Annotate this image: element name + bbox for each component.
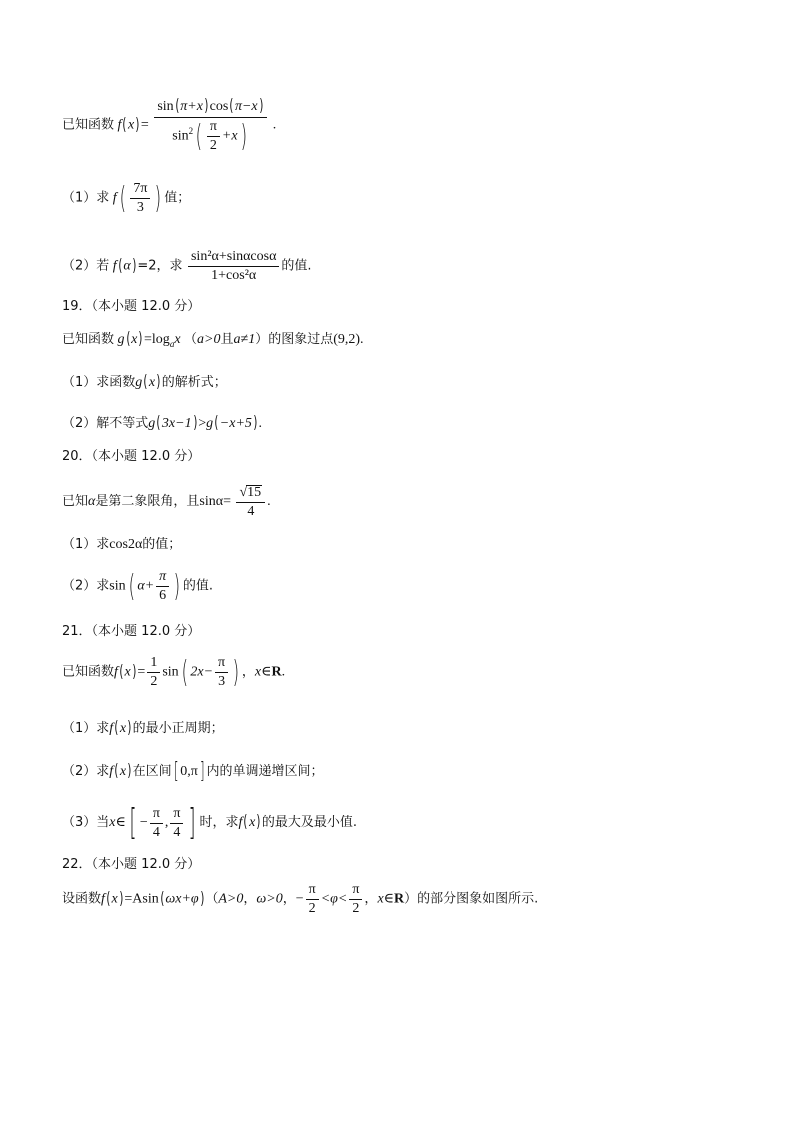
domain: x∈: [377, 891, 395, 907]
domain: x∈: [254, 664, 272, 680]
variable: x: [111, 891, 118, 907]
and-text: 且: [220, 332, 234, 347]
pi: π: [215, 656, 228, 673]
variable: x: [128, 117, 135, 133]
variable: α: [123, 258, 131, 274]
question-prefix: （3）当: [62, 815, 110, 831]
question-21-3: （3）当x∈[ − $\frac{\pi}{4}$ , $\frac{\pi}{4}$ ] 时，求f(x)的最大及最小值.: [62, 802, 358, 843]
function-name: f: [114, 664, 118, 680]
sin-text: sin: [162, 664, 179, 680]
condition: ω>0: [256, 891, 283, 907]
sin-text: sin: [172, 128, 189, 144]
problem-21-intro: 已知函数f(x)= $\frac{1}{2}$ sin( 2x− $\frac{\pi}{3}$ ) ，x∈R.: [62, 654, 286, 690]
numerator: sin²α+sinαcosα: [188, 250, 279, 267]
paren: （: [205, 891, 219, 907]
variable: x: [119, 764, 127, 780]
variable: x: [124, 664, 131, 680]
log-base: a: [169, 338, 175, 349]
argument: α+: [137, 578, 155, 594]
intro-text: 已知函数: [62, 117, 115, 133]
function-name: f: [238, 815, 243, 831]
point: (9,2): [333, 332, 361, 347]
condition: A>0: [218, 891, 244, 907]
log-text: =log: [144, 332, 170, 347]
question-prefix: （2）解不等式: [62, 416, 149, 431]
question-suffix: 的最小正周期；: [132, 721, 224, 736]
question-21-1: （1）求f(x)的最小正周期；: [62, 718, 224, 738]
question-suffix: 的值.: [182, 578, 214, 594]
sin-alpha: sinα: [199, 494, 224, 510]
denominator: 4: [152, 824, 160, 840]
reals: R: [394, 891, 405, 907]
equals: =: [223, 494, 231, 510]
variable: x: [174, 332, 181, 347]
question-18-2: （2）若 f(α)=2，求 $\frac{\text{sin²α+sinαcosα}}{\text{1+cos²α}}$ 的值.: [62, 249, 312, 283]
function-name: g: [135, 375, 143, 390]
question-suffix: 的最大及最小值.: [261, 815, 358, 831]
paren: （: [184, 332, 198, 347]
question-suffix: 值；: [164, 190, 191, 206]
equals: =Asin: [124, 891, 159, 907]
problem-20-heading: 20．（本小题 12.0 分）: [62, 449, 201, 464]
variable: x: [131, 332, 138, 347]
sin-text: sin: [157, 99, 174, 114]
exponent: 2: [188, 126, 194, 137]
numerator: 7π: [130, 182, 150, 199]
condition: <φ<: [320, 891, 348, 907]
argument: −x+5: [219, 416, 252, 431]
question-suffix: 的值.: [281, 258, 312, 274]
function-name: g: [117, 332, 125, 347]
denominator: 3: [136, 200, 144, 215]
comma: ,: [164, 815, 169, 831]
variable: x: [148, 375, 156, 390]
problem-21-heading: 21．（本小题 12.0 分）: [62, 624, 201, 639]
function-name: f: [112, 258, 117, 274]
problem-19-intro: 已知函数 $g(x)=\log_ax$ （a>0且a≠1）的图象过点(9,2).: [62, 329, 364, 349]
sqrt-icon: √: [239, 485, 248, 500]
condition: a≠1: [233, 332, 256, 347]
function-name: g: [148, 416, 156, 431]
question-prefix: （1）求函数: [62, 375, 136, 390]
domain: x∈: [109, 815, 126, 831]
pi: π: [349, 883, 362, 900]
numerator-arg: π+x: [180, 99, 203, 114]
period: .: [360, 332, 364, 347]
pi: π: [150, 807, 163, 824]
argument: ωx+φ: [165, 891, 199, 907]
question-prefix: （2）求: [62, 764, 110, 780]
function-name: f: [117, 117, 122, 133]
fraction: [236, 485, 265, 519]
denominator: 4: [247, 504, 255, 519]
variable: x: [119, 721, 127, 736]
intro-text: ）的部分图象如图所示.: [404, 891, 539, 907]
problem-19-heading: 19．（本小题 12.0 分）: [62, 299, 201, 314]
argument: 2x−: [190, 664, 214, 680]
alpha: α: [88, 494, 96, 510]
variable: x: [249, 815, 256, 831]
denominator: 2: [308, 901, 316, 916]
question-prefix: （1）求: [62, 721, 110, 736]
condition: =2，求: [137, 258, 183, 274]
expression: cos2α: [109, 537, 143, 552]
intro-text: 是第二象限角，且: [95, 494, 200, 510]
period: .: [281, 664, 286, 680]
reals: R: [271, 664, 282, 680]
equals: =: [137, 664, 146, 680]
period: .: [272, 117, 277, 133]
pi: π: [306, 883, 319, 900]
problem-22-intro: 设函数f(x)=Asin(ωx+φ)（A>0，ω>0，− $\frac{\pi}{2}$ <φ< $\frac{\pi}{2}$ ，x∈R）的部分图象如图所示.: [62, 882, 539, 916]
question-19-1: （1）求函数g(x)的解析式；: [62, 372, 227, 392]
intro-text: 在区间: [132, 764, 172, 780]
interval: 0,π: [180, 764, 198, 780]
period: .: [267, 494, 271, 510]
equals: =: [140, 117, 149, 133]
function-name: f: [112, 190, 117, 206]
pi: π: [207, 120, 220, 137]
cos-text: cos: [209, 99, 229, 114]
question-21-2: （2）求f(x)在区间[ 0,π] 内的单调递增区间；: [62, 759, 324, 784]
denominator: 2: [352, 901, 360, 916]
fraction: [188, 250, 279, 283]
argument: 3x−1: [161, 416, 192, 431]
denominator: 6: [159, 588, 167, 603]
condition: a>0: [197, 332, 221, 347]
comma: ，: [364, 891, 378, 907]
problem-18-intro: 已知函数 f(x)= sin(π+x)cos(π−x) $\sin^2$( $\frac{\pi}{2}$ +x) .: [62, 96, 277, 154]
intro-text: 设函数: [62, 891, 102, 907]
intro-text: ）的图象过点: [255, 332, 334, 347]
function-name: f: [101, 891, 105, 907]
comma: ，: [241, 664, 255, 680]
denominator: 1+cos²α: [211, 268, 257, 283]
function-name: f: [109, 764, 114, 780]
question-20-2: （2）求sin( α+ $\frac{\pi}{6}$ ) 的值.: [62, 568, 214, 604]
intro-text: 已知函数: [62, 664, 115, 680]
function-name: f: [109, 721, 114, 736]
denominator: 3: [218, 674, 226, 689]
pi: π: [170, 807, 183, 824]
numerator-arg: π−x: [234, 99, 258, 114]
denominator: 4: [173, 824, 181, 840]
radicand: 15: [247, 485, 262, 500]
intro-text: 已知: [62, 494, 89, 510]
numerator: 1: [147, 656, 160, 673]
intro-text: 时，求: [199, 815, 239, 831]
question-prefix: （1）求: [62, 537, 110, 552]
problem-20-intro: [62, 485, 271, 519]
question-suffix: 的值；: [142, 537, 182, 552]
minus: −: [139, 815, 148, 831]
question-prefix: （2）若: [62, 258, 110, 274]
question-suffix: 的解析式；: [161, 375, 227, 390]
question-prefix: （1）求: [62, 190, 110, 206]
question-19-2: （2）解不等式g(3x−1)>g(−x+5).: [62, 413, 263, 433]
fraction: sin(π+x)cos(π−x) $\sin^2$( $\frac{\pi}{2}$ +x): [154, 98, 267, 153]
greater-than: >: [198, 416, 207, 431]
question-18-1: （1）求 f( $\frac{7\pi}{3}$ ) 值；: [62, 180, 191, 216]
sin-text: sin: [109, 578, 126, 594]
comma: ，: [282, 891, 296, 907]
pi: π: [156, 570, 169, 587]
minus: −: [295, 891, 304, 907]
period: .: [258, 416, 263, 431]
question-prefix: （2）求: [62, 578, 110, 594]
question-suffix: 内的单调递增区间；: [206, 764, 324, 780]
problem-22-heading: 22．（本小题 12.0 分）: [62, 857, 201, 872]
intro-text: 已知函数: [62, 332, 115, 347]
question-20-1: [62, 538, 181, 552]
comma: ，: [243, 891, 257, 907]
denominator-tail: +x: [221, 128, 238, 144]
denominator: 2: [150, 674, 158, 689]
two: 2: [209, 138, 217, 153]
function-name: g: [206, 416, 214, 431]
